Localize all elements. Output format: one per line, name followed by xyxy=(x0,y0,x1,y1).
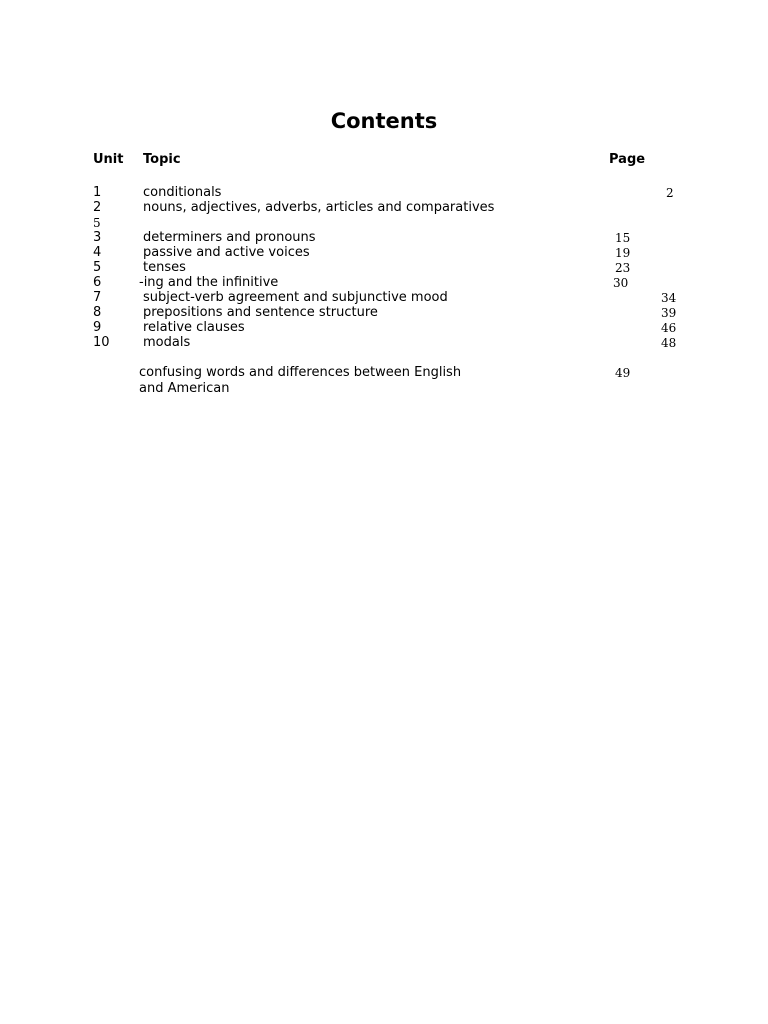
page-number: 15 xyxy=(615,231,631,245)
unit-number: 8 xyxy=(93,305,102,320)
unit-column-header: Unit xyxy=(93,152,124,167)
page-title: Contents xyxy=(330,109,438,133)
unit-number: 4 xyxy=(93,245,102,260)
topic-text-continued: and American xyxy=(139,381,230,396)
page-number: 19 xyxy=(615,246,631,260)
topic-text: conditionals xyxy=(143,185,222,200)
topic-text: relative clauses xyxy=(143,320,245,335)
page-number: 2 xyxy=(666,186,674,200)
topic-text: modals xyxy=(143,335,191,350)
topic-text: passive and active voices xyxy=(143,245,310,260)
unit-number: 6 xyxy=(93,275,102,290)
topic-text: nouns, adjectives, adverbs, articles and comparatives xyxy=(143,200,495,215)
page-number: 30 xyxy=(613,276,629,290)
topic-text: -ing and the infinitive xyxy=(139,275,279,290)
unit-number: 5 xyxy=(93,260,102,275)
unit-number: 7 xyxy=(93,290,102,305)
page-number: 5 xyxy=(93,216,101,230)
page-number: 46 xyxy=(661,321,677,335)
page-number: 34 xyxy=(661,291,677,305)
page-number: 23 xyxy=(615,261,631,275)
page-number: 39 xyxy=(661,306,677,320)
unit-number: 3 xyxy=(93,230,102,245)
topic-column-header: Topic xyxy=(143,152,181,167)
unit-number: 10 xyxy=(93,335,110,350)
page-number: 48 xyxy=(661,336,677,350)
topic-text: confusing words and differences between English xyxy=(139,365,462,380)
topic-text: prepositions and sentence structure xyxy=(143,305,378,320)
unit-number: 2 xyxy=(93,200,102,215)
topic-text: tenses xyxy=(143,260,186,275)
page-number: 49 xyxy=(615,366,631,380)
unit-number: 1 xyxy=(93,185,102,200)
topic-text: subject-verb agreement and subjunctive mood xyxy=(143,290,448,305)
unit-number: 9 xyxy=(93,320,102,335)
page-column-header: Page xyxy=(609,152,646,167)
topic-text: determiners and pronouns xyxy=(143,230,316,245)
